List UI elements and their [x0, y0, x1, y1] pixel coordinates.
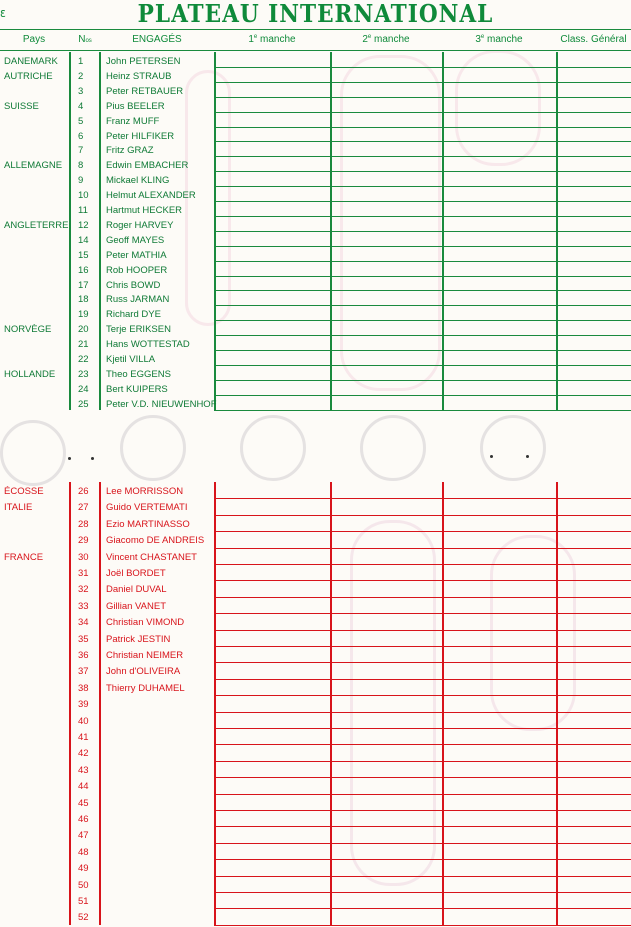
green_rows-name: Russ JARMAN [106, 294, 170, 306]
red_rows-number: 36 [78, 650, 89, 661]
red_rows-number: 34 [78, 617, 89, 629]
green_rows-name: Geoff MAYES [106, 234, 165, 246]
header-bottom-rule [0, 50, 631, 51]
red_rows-name: Giacomo DE ANDREIS [106, 535, 205, 547]
green_rows-pays: SUISSE [4, 100, 39, 112]
watermark-circle [0, 420, 66, 486]
green_rows-rule [214, 171, 631, 172]
green_rows-rule [214, 365, 631, 366]
red_rows-rule [214, 794, 631, 795]
red_rows-number: 29 [78, 535, 89, 547]
red_rows-rule [214, 515, 631, 516]
divider-no [69, 52, 71, 410]
manche-1-word: manche [257, 34, 296, 45]
green_rows-number: 23 [78, 368, 89, 380]
page-title: PLATEAU INTERNATIONAL [137, 0, 494, 28]
manche-2-word: manche [371, 34, 410, 45]
header-class-general: Class. Général [560, 34, 627, 45]
red_rows-number: 28 [78, 518, 89, 530]
red_rows-number: 43 [78, 764, 89, 776]
red_rows-number: 41 [78, 732, 89, 743]
green_rows-number: 11 [78, 205, 88, 216]
green_rows-rule [214, 246, 631, 247]
red_rows-rule [214, 843, 631, 844]
red_rows-rule [214, 613, 631, 614]
red_rows-pays: ITALIE [4, 502, 33, 514]
red_rows-number: 46 [78, 814, 89, 825]
red_rows-rule [214, 777, 631, 778]
red_rows-name: Christian NEIMER [106, 650, 184, 661]
red_rows-name: Christian VIMOND [106, 617, 185, 629]
red_rows-rule [214, 695, 631, 696]
red_rows-number: 31 [78, 568, 89, 579]
green_rows-name: Terje ERIKSEN [106, 324, 171, 336]
red_rows-name: Thierry DUHAMEL [106, 682, 185, 694]
red_rows-name: John d'OLIVEIRA [106, 666, 181, 678]
green_rows-number: 12 [78, 219, 89, 231]
green_rows-rule [214, 216, 631, 217]
green_rows-name: Mickael KLING [106, 175, 170, 187]
green_rows-name: Roger HARVEY [106, 219, 174, 231]
green_rows-rule [214, 276, 631, 277]
punch-mark [68, 457, 71, 460]
green_rows-rule [214, 82, 631, 83]
green_rows-name: Peter RETBAUER [106, 85, 184, 97]
green_rows-number: 2 [78, 70, 84, 82]
green_rows-name: Peter V.D. NIEUWENHOF [106, 398, 217, 410]
green_rows-pays: NORVÈGE [4, 324, 52, 336]
green_rows-number: 20 [78, 324, 89, 336]
header-engages: ENGAGÉS [132, 34, 182, 45]
watermark-circle [120, 415, 186, 481]
green_rows-name: Rob HOOPER [106, 264, 168, 276]
green_rows-pays: DANEMARK [4, 56, 58, 67]
red_rows-number: 27 [78, 502, 89, 514]
red_rows-name: Lee MORRISSON [106, 486, 184, 497]
header-manche-2 [330, 30, 442, 50]
green_rows-pays: ANGLETERRE [4, 219, 69, 231]
green_rows-rule [214, 112, 631, 113]
red_rows-rule [214, 744, 631, 745]
header-manche-1 [214, 30, 330, 50]
red_rows-number: 39 [78, 699, 89, 711]
green_rows-rule [214, 67, 631, 68]
green_rows-name: Hartmut HECKER [106, 205, 183, 216]
green_rows-rule [214, 320, 631, 321]
divider-no [69, 482, 71, 925]
green_rows-pays: ALLEMAGNE [4, 160, 63, 172]
red_rows-rule [214, 630, 631, 631]
red_rows-rule [214, 892, 631, 893]
green_rows-number: 16 [78, 264, 89, 276]
red_rows-name: Joël BORDET [106, 568, 166, 579]
green_rows-rule [214, 186, 631, 187]
manche-1-num: 1 [248, 34, 254, 45]
red_rows-name: Daniel DUVAL [106, 584, 167, 596]
divider-engages [99, 52, 101, 410]
green_rows-number: 19 [78, 309, 89, 321]
green_rows-name: Kjetil VILLA [106, 354, 156, 365]
watermark-circle [240, 415, 306, 481]
red_rows-rule [214, 580, 631, 581]
punch-mark [490, 455, 493, 458]
green_rows-rule [214, 261, 631, 262]
divider-engages [99, 482, 101, 925]
green_rows-rule [214, 127, 631, 128]
green_rows-rule [214, 141, 631, 142]
green_rows-rule [214, 335, 631, 336]
red_rows-rule [214, 761, 631, 762]
red_rows-rule [214, 728, 631, 729]
green_rows-name: Peter HILFIKER [106, 130, 175, 142]
green_rows-name: Franz MUFF [106, 115, 160, 127]
green_rows-rule [214, 380, 631, 381]
green_rows-number: 4 [78, 100, 84, 112]
green_rows-name: Pius BEELER [106, 100, 165, 112]
green_rows-name: John PETERSEN [106, 56, 181, 67]
header-pays: Pays [22, 34, 46, 45]
red_rows-number: 32 [78, 584, 89, 596]
header-nos-sub: os [85, 38, 92, 44]
green_rows-pays: HOLLANDE [4, 368, 56, 380]
green_rows-name: Hans WOTTESTAD [106, 339, 190, 351]
header-nos-base: N [78, 34, 86, 45]
green_rows-name: Peter MATHIA [106, 249, 167, 261]
red_rows-number: 35 [78, 633, 89, 645]
header-nos [70, 30, 100, 50]
red_rows-number: 40 [78, 715, 89, 727]
watermark-circle [360, 415, 426, 481]
red_rows-rule [214, 810, 631, 811]
green_rows-number: 5 [78, 115, 84, 127]
red_rows-name: Ezio MARTINASSO [106, 518, 190, 530]
red_rows-rule [214, 908, 631, 909]
green_rows-number: 17 [78, 279, 89, 291]
red_rows-number: 51 [78, 896, 89, 907]
red_rows-number: 48 [78, 846, 89, 858]
green_rows-rule [214, 156, 631, 157]
green_rows-number: 14 [78, 234, 89, 246]
green_rows-number: 10 [78, 190, 89, 202]
red_rows-pays: FRANCE [4, 551, 44, 563]
green_rows-name: Richard DYE [106, 309, 161, 321]
green_rows-number: 21 [78, 339, 89, 351]
red_rows-rule [214, 679, 631, 680]
green_rows-rule [214, 305, 631, 306]
green_rows-number: 6 [78, 130, 84, 142]
manche-2-sup: e [367, 34, 372, 40]
header-manche-3 [442, 30, 556, 50]
red_rows-number: 50 [78, 879, 89, 891]
manche-3-sup: e [480, 34, 485, 40]
manche-2-num: 2 [362, 34, 368, 45]
green_rows-number: 24 [78, 383, 89, 395]
green_rows-rule [214, 410, 631, 411]
title-mark: ε [0, 6, 6, 20]
green_rows-name: Chris BOWD [106, 279, 161, 291]
red_rows-rule [214, 646, 631, 647]
red_rows-name: Guido VERTEMATI [106, 502, 188, 514]
red_rows-number: 30 [78, 551, 89, 563]
green_rows-rule [214, 201, 631, 202]
green_rows-rule [214, 395, 631, 396]
green_rows-name: Edwin EMBACHER [106, 160, 189, 172]
red_rows-rule [214, 712, 631, 713]
red_rows-number: 47 [78, 830, 89, 842]
green_rows-number: 15 [78, 249, 89, 261]
green_rows-number: 25 [78, 398, 89, 410]
green_rows-rule [214, 231, 631, 232]
red_rows-number: 44 [78, 781, 89, 793]
red_rows-rule [214, 564, 631, 565]
watermark-circle [480, 415, 546, 481]
red_rows-number: 38 [78, 682, 89, 694]
green_rows-number: 9 [78, 175, 84, 187]
red_rows-rule [214, 859, 631, 860]
green_rows-rule [214, 97, 631, 98]
red_rows-rule [214, 498, 631, 499]
green_rows-pays: AUTRICHE [4, 70, 53, 82]
red_rows-rule [214, 876, 631, 877]
manche-1-sup: e [253, 34, 258, 40]
green_rows-number: 1 [78, 56, 84, 67]
red_rows-pays: ÉCOSSE [4, 486, 44, 497]
red_rows-number: 45 [78, 797, 89, 809]
red_rows-name: Gillian VANET [106, 600, 167, 612]
green_rows-number: 22 [78, 354, 89, 365]
red_rows-name: Vincent CHASTANET [106, 551, 197, 563]
red_rows-number: 49 [78, 863, 89, 875]
green_rows-name: Heinz STRAUB [106, 70, 172, 82]
green_rows-number: 8 [78, 160, 84, 172]
red_rows-rule [214, 597, 631, 598]
manche-3-word: manche [484, 34, 523, 45]
red_rows-rule [214, 925, 631, 926]
green_rows-name: Theo EGGENS [106, 368, 171, 380]
red_rows-number: 42 [78, 748, 89, 760]
green_rows-name: Fritz GRAZ [106, 145, 154, 157]
green_rows-name: Helmut ALEXANDER [106, 190, 196, 202]
green_rows-number: 18 [78, 294, 89, 306]
manche-3-num: 3 [475, 34, 481, 45]
green_rows-rule [214, 350, 631, 351]
red_rows-number: 52 [78, 912, 89, 924]
red_rows-rule [214, 548, 631, 549]
red_rows-number: 26 [78, 486, 89, 497]
green_rows-rule [214, 290, 631, 291]
red_rows-number: 33 [78, 600, 89, 612]
green_rows-number: 7 [78, 145, 84, 157]
red_rows-rule [214, 826, 631, 827]
header-top-rule [0, 29, 631, 30]
red_rows-rule [214, 531, 631, 532]
red_rows-name: Patrick JESTIN [106, 633, 171, 645]
watermark-frame [350, 520, 436, 886]
green_rows-number: 3 [78, 85, 84, 97]
green_rows-name: Bert KUIPERS [106, 383, 168, 395]
red_rows-number: 37 [78, 666, 89, 678]
watermark-frame [340, 55, 441, 391]
punch-mark [91, 457, 94, 460]
red_rows-rule [214, 662, 631, 663]
punch-mark [526, 455, 529, 458]
